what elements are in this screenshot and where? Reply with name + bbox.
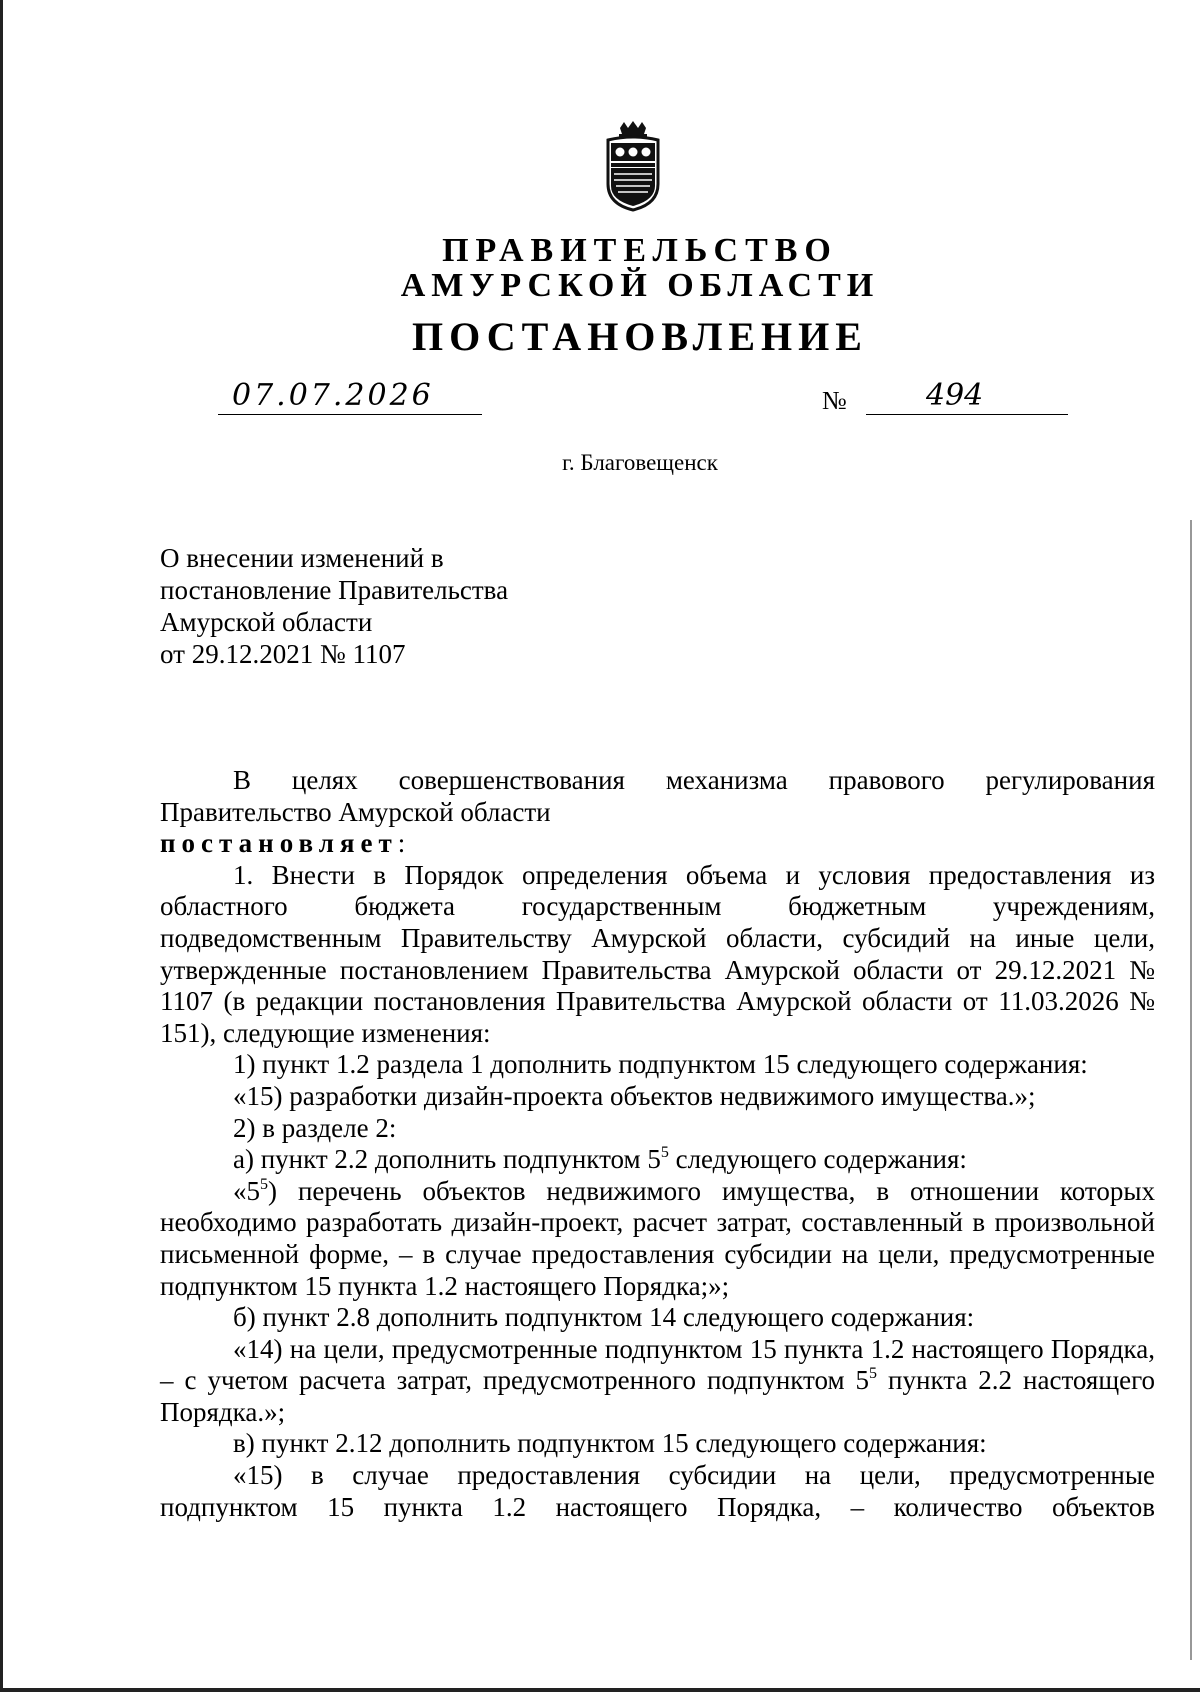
text-run: ) перечень объектов недвижимого имущества, в отношении которых необходимо разработать дизайн-проект, расчет затрат, составленный в произвольной письменной форме, – в случае предоставления субсидии на цели, предусмотренные подпунктом 15 пункта 1.2 настоящего Порядка;»; xyxy=(160,1175,1155,1301)
paragraph: областного бюджета государственным бюджетным учреждениям, xyxy=(160,891,1155,922)
paragraph xyxy=(160,1144,1155,1176)
paragraph: б) пункт 2.8 дополнить подпунктом 14 следующего содержания: xyxy=(233,1302,975,1333)
scan-edge-right xyxy=(1190,520,1192,1660)
paragraph: подпунктом 15 пункта 1.2 настоящего Порядка, – количество объектов xyxy=(160,1491,1155,1522)
paragraph: 2) в разделе 2: xyxy=(233,1112,397,1143)
decree-word: постановляет xyxy=(160,828,398,859)
subject-line: от 29.12.2021 № 1107 xyxy=(160,639,406,669)
paragraph: 1) пункт 1.2 раздела 1 дополнить подпунктом 15 следующего содержания: xyxy=(233,1049,1088,1080)
decree-line xyxy=(160,828,1155,860)
superscript: 5 xyxy=(869,1365,878,1383)
paragraph xyxy=(160,1334,1155,1429)
document-body xyxy=(160,765,1155,1523)
subject-line: Амурской области xyxy=(160,607,373,637)
coat-of-arms-icon xyxy=(598,120,668,212)
paragraph xyxy=(160,1176,1155,1302)
document-date: 07.07.2026 xyxy=(218,378,482,415)
paragraph: подведомственным Правительству Амурской области, субсидий на иные цели, утвержденные постановлением Правительства Амурской области от 29.12.2021 № 1107 (в редакции постановления Правительства Амурской области от 11.03.2026 № 151), следующие изменения: xyxy=(160,922,1155,1048)
document-type: ПОСТАНОВЛЕНИЕ xyxy=(412,314,868,359)
document-number: 494 xyxy=(866,378,1068,415)
superscript: 5 xyxy=(260,1175,268,1193)
text-run: а) пункт 2.2 дополнить подпунктом 5 xyxy=(233,1144,661,1175)
region-title: АМУРСКОЙ ОБЛАСТИ xyxy=(400,267,880,304)
superscript: 5 xyxy=(660,1144,669,1162)
document-subject xyxy=(160,542,508,670)
government-title: ПРАВИТЕЛЬСТВО xyxy=(442,232,838,269)
text-run: «14) на цели, предусмотренные подпунктом 15 пункта 1.2 настоящего Порядка, – с учетом расчета затрат, предусмотренного подпунктом 5 xyxy=(160,1333,1155,1396)
text-run: «5 xyxy=(233,1175,260,1206)
number-label: № xyxy=(822,386,847,415)
city: г. Благовещенск xyxy=(562,450,718,475)
subject-line: О внесении изменений в xyxy=(160,543,444,573)
subject-line: постановление Правительства xyxy=(160,575,509,605)
decree-colon: : xyxy=(397,828,406,859)
paragraph: 1. Внести в Порядок определения объема и условия предоставления из xyxy=(233,859,1155,890)
text-run: следующего содержания: xyxy=(668,1144,967,1175)
scan-edge-bottom xyxy=(0,1688,1200,1692)
text-run: пункта 2.2 настоящего Порядка.»; xyxy=(160,1365,1155,1427)
paragraph: «15) в случае предоставления субсидии на цели, предусмотренные xyxy=(233,1460,1155,1491)
intro-line: Правительство Амурской области xyxy=(160,796,551,827)
paragraph: «15) разработки дизайн-проекта объектов недвижимого имущества.»; xyxy=(233,1080,1036,1111)
paragraph: в) пункт 2.12 дополнить подпунктом 15 следующего содержания: xyxy=(233,1428,987,1459)
intro-line: В целях совершенствования механизма правового регулирования xyxy=(233,765,1155,795)
